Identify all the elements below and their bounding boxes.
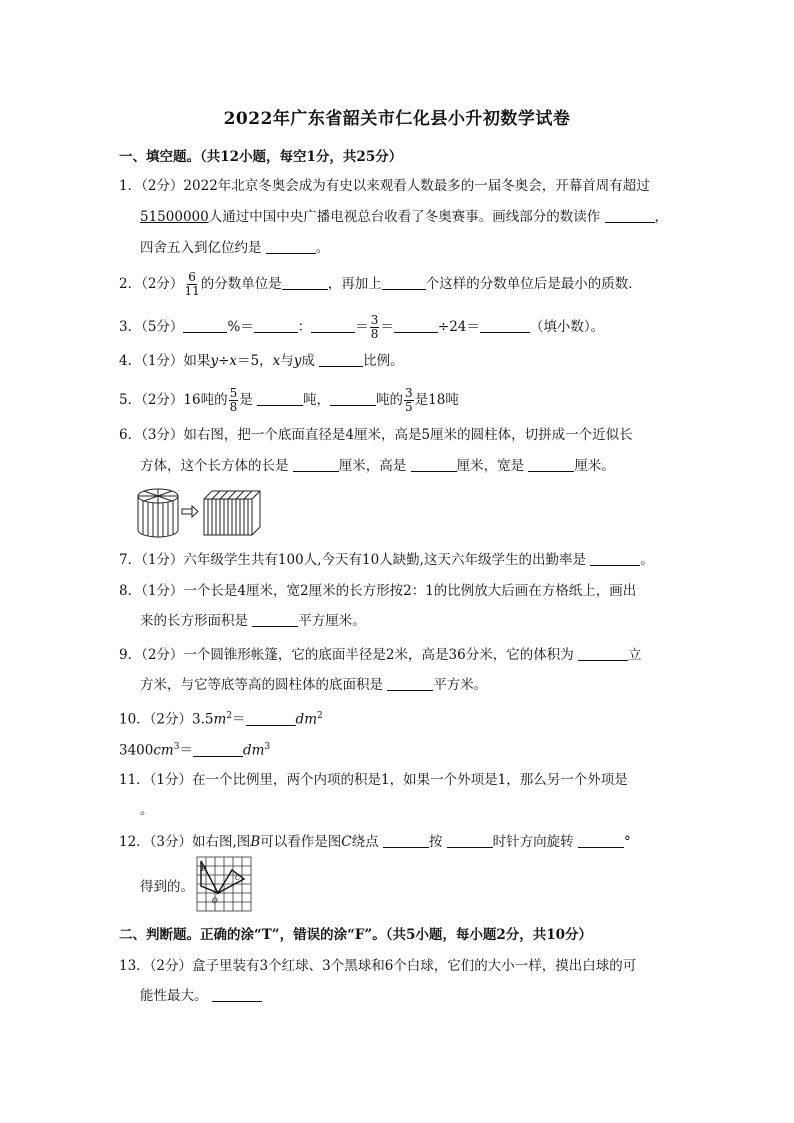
section-heading-true-false: 二、判断题。正确的涂“T”，错误的涂“F”。（共5小题，每小题2分，共10分） bbox=[119, 927, 593, 943]
question-8-line-2 bbox=[140, 611, 366, 631]
answer-blank[interactable] bbox=[383, 833, 429, 848]
answer-blank[interactable] bbox=[411, 457, 457, 472]
q7-text: 7．（1分）六年级学生共有100人,今天有10人缺勤,这天六年级学生的出勤率是 bbox=[119, 552, 586, 568]
question-9-line-1 bbox=[119, 645, 679, 665]
answer-blank[interactable] bbox=[246, 711, 296, 726]
unit: dm bbox=[242, 742, 265, 759]
var-x: x bbox=[229, 353, 238, 369]
q3-prefix: 3．（5分） bbox=[119, 319, 184, 335]
question-11-line-1: 11．（1分）在一个比例里，两个内项的积是1，如果一个外项是1，那么另一个外项是 bbox=[119, 772, 628, 788]
fraction bbox=[370, 314, 380, 341]
rotation-grid-figure bbox=[196, 856, 252, 912]
answer-blank[interactable] bbox=[282, 275, 328, 290]
numerator: 3 bbox=[370, 313, 379, 327]
answer-blank[interactable] bbox=[480, 318, 530, 333]
q6-text: 方体，这个长方体的长是 bbox=[140, 458, 289, 474]
exponent: 3 bbox=[264, 742, 271, 752]
punct: 。 bbox=[640, 552, 654, 568]
answer-blank[interactable] bbox=[605, 208, 655, 223]
numerator: 5 bbox=[229, 386, 238, 400]
question-1-line-1: 1．（2分）2022年北京冬奥会成为有史以来观看人数最多的一届冬奥会，开幕首周有超过 bbox=[119, 178, 650, 194]
q9-text: 平方米。 bbox=[433, 677, 488, 693]
q3-colon: ： bbox=[297, 319, 312, 335]
answer-blank[interactable] bbox=[382, 275, 426, 290]
q10-eq: ＝ bbox=[179, 742, 193, 759]
answer-blank[interactable] bbox=[394, 318, 438, 333]
q6-text: 厘米。 bbox=[574, 458, 615, 474]
cylinder-to-cuboid-figure bbox=[136, 487, 262, 539]
q12-text: 绕点 bbox=[351, 834, 379, 850]
q5-dunde: 吨的 bbox=[376, 392, 404, 408]
q2-prefix: 2．（2分） bbox=[119, 276, 184, 292]
q4-eq: ＝5， bbox=[237, 353, 273, 369]
q13-text: 能性最大。 bbox=[140, 988, 208, 1004]
section-heading-fill-blank: 一、填空题。（共12小题，每空1分，共25分） bbox=[119, 149, 403, 165]
exponent: 2 bbox=[226, 711, 233, 721]
answer-blank[interactable] bbox=[578, 646, 628, 661]
q10-prefix: 10．（2分）3.5 bbox=[119, 711, 214, 728]
denominator: 11 bbox=[184, 284, 200, 298]
answer-blank[interactable] bbox=[447, 833, 493, 848]
q3-suffix: （填小数）。 bbox=[529, 319, 605, 335]
question-10-line-2 bbox=[119, 737, 679, 761]
fraction bbox=[229, 387, 239, 414]
question-1-line-3 bbox=[140, 238, 329, 258]
question-3 bbox=[119, 314, 679, 341]
question-10-line-1 bbox=[119, 706, 679, 730]
q5-suffix: 是18吨 bbox=[414, 392, 459, 408]
answer-blank[interactable] bbox=[311, 318, 355, 333]
label-o: O bbox=[212, 897, 218, 905]
q9-text: 方米，与它等底等高的圆柱体的底面积是 bbox=[140, 677, 383, 693]
q2-text-2: ，再加上 bbox=[327, 276, 382, 292]
answer-blank[interactable] bbox=[212, 987, 262, 1002]
q5-prefix: 5．（2分）16吨的 bbox=[119, 392, 228, 408]
q4-suffix: 比例。 bbox=[363, 353, 404, 369]
question-6-line-1: 6．（3分）如右图，把一个底面直径是4厘米，高是5厘米的圆柱体，切拼成一个近似长 bbox=[119, 427, 633, 443]
answer-blank[interactable] bbox=[387, 676, 433, 691]
q5-dun: 吨， bbox=[303, 392, 331, 408]
q9-text: 立 bbox=[628, 647, 642, 663]
degree-symbol: ° bbox=[623, 834, 631, 850]
question-7 bbox=[119, 550, 679, 570]
q10-number: 3400 bbox=[119, 742, 154, 759]
q2-text: 的分数单位是 bbox=[200, 276, 282, 292]
q9-text: 9．（2分）一个圆锥形帐篷，它的底面半径是2米，高是36分米，它的体积为 bbox=[119, 647, 574, 663]
var-y: y bbox=[210, 353, 219, 369]
var-x: x bbox=[272, 353, 281, 369]
q4-cheng: 成 bbox=[301, 353, 315, 369]
answer-blank[interactable] bbox=[319, 352, 363, 367]
answer-blank[interactable] bbox=[183, 318, 227, 333]
unit: m bbox=[213, 711, 227, 728]
fraction bbox=[404, 387, 414, 414]
q12-text: 按 bbox=[428, 834, 443, 850]
q8-text: 平方厘米。 bbox=[298, 613, 366, 629]
q3-div: ÷24＝ bbox=[437, 319, 480, 335]
underlined-number: 51500000 bbox=[140, 209, 209, 225]
q4-with: 与 bbox=[280, 353, 294, 369]
exponent: 2 bbox=[317, 711, 323, 721]
question-8-line-1: 8．（1分）一个长是4厘米，宽2厘米的长方形按2：1的比例放大后画在方格纸上，画出 bbox=[119, 583, 637, 599]
unit: dm bbox=[295, 711, 317, 728]
var-C: C bbox=[341, 834, 352, 850]
answer-blank[interactable] bbox=[252, 612, 298, 627]
unit: cm bbox=[153, 742, 174, 759]
q1-line2-text: 人通过中国中央广播电视总台收看了冬奥赛事。画线部分的数读作 bbox=[208, 209, 601, 225]
q12-text: 时针方向旋转 bbox=[492, 834, 574, 850]
arrow-icon bbox=[182, 506, 198, 517]
denominator: 8 bbox=[229, 400, 238, 414]
q10-eq: ＝ bbox=[232, 711, 246, 728]
q1-line3-text: 四舍五入到亿位约是 bbox=[140, 240, 262, 256]
question-2 bbox=[119, 271, 679, 298]
exponent: 3 bbox=[173, 742, 180, 752]
question-12-line-1 bbox=[119, 832, 679, 852]
answer-blank[interactable] bbox=[266, 239, 316, 254]
label-b: B bbox=[201, 865, 207, 873]
q3-eq: ＝ bbox=[355, 319, 369, 335]
q4-prefix: 4．（1分）如果 bbox=[119, 353, 211, 369]
answer-blank[interactable] bbox=[254, 318, 298, 333]
label-c: C bbox=[235, 874, 241, 882]
answer-blank[interactable] bbox=[293, 457, 339, 472]
q2-suffix: 个这样的分数单位后是最小的质数． bbox=[425, 276, 642, 292]
q3-eq2: ＝ bbox=[380, 319, 394, 335]
fraction bbox=[184, 271, 199, 298]
question-9-line-2 bbox=[140, 675, 487, 695]
answer-blank[interactable] bbox=[330, 391, 376, 406]
q8-text: 来的长方形面积是 bbox=[140, 613, 248, 629]
numerator: 6 bbox=[188, 270, 196, 284]
question-5 bbox=[119, 387, 679, 414]
question-13-line-2 bbox=[140, 986, 262, 1006]
denominator: 8 bbox=[370, 327, 379, 341]
question-1-line-2 bbox=[140, 207, 668, 227]
question-12-line-2: 得到的。 bbox=[140, 879, 194, 895]
punct: ， bbox=[654, 209, 669, 225]
var-y: y bbox=[293, 353, 302, 369]
q12-prefix: 12．（3分）如右图,图 bbox=[119, 834, 251, 850]
answer-blank[interactable] bbox=[590, 551, 640, 566]
answer-blank[interactable] bbox=[193, 742, 243, 757]
question-4 bbox=[119, 351, 679, 371]
q5-shi: 是 bbox=[239, 392, 253, 408]
answer-blank[interactable] bbox=[578, 833, 624, 848]
q3-pct: %＝ bbox=[227, 319, 254, 335]
question-6-line-2 bbox=[140, 456, 615, 476]
q6-text: 厘米，高是 bbox=[338, 458, 407, 474]
punct: 。 bbox=[315, 240, 330, 256]
question-11-line-2: 。 bbox=[140, 802, 154, 818]
question-13-line-1: 13．（2分）盒子里装有3个红球、3个黑球和6个白球，它们的大小一样，摸出白球的可 bbox=[119, 958, 637, 974]
q6-text: 厘米，宽是 bbox=[456, 458, 525, 474]
q4-div: ÷ bbox=[218, 353, 230, 369]
answer-blank[interactable] bbox=[257, 391, 303, 406]
answer-blank[interactable] bbox=[528, 457, 574, 472]
denominator: 5 bbox=[405, 400, 413, 414]
numerator: 3 bbox=[405, 386, 413, 400]
page-title: 2022年广东省韶关市仁化县小升初数学试卷 bbox=[223, 109, 571, 129]
q12-text: 可以看作是图 bbox=[260, 834, 342, 850]
var-B: B bbox=[250, 834, 261, 850]
